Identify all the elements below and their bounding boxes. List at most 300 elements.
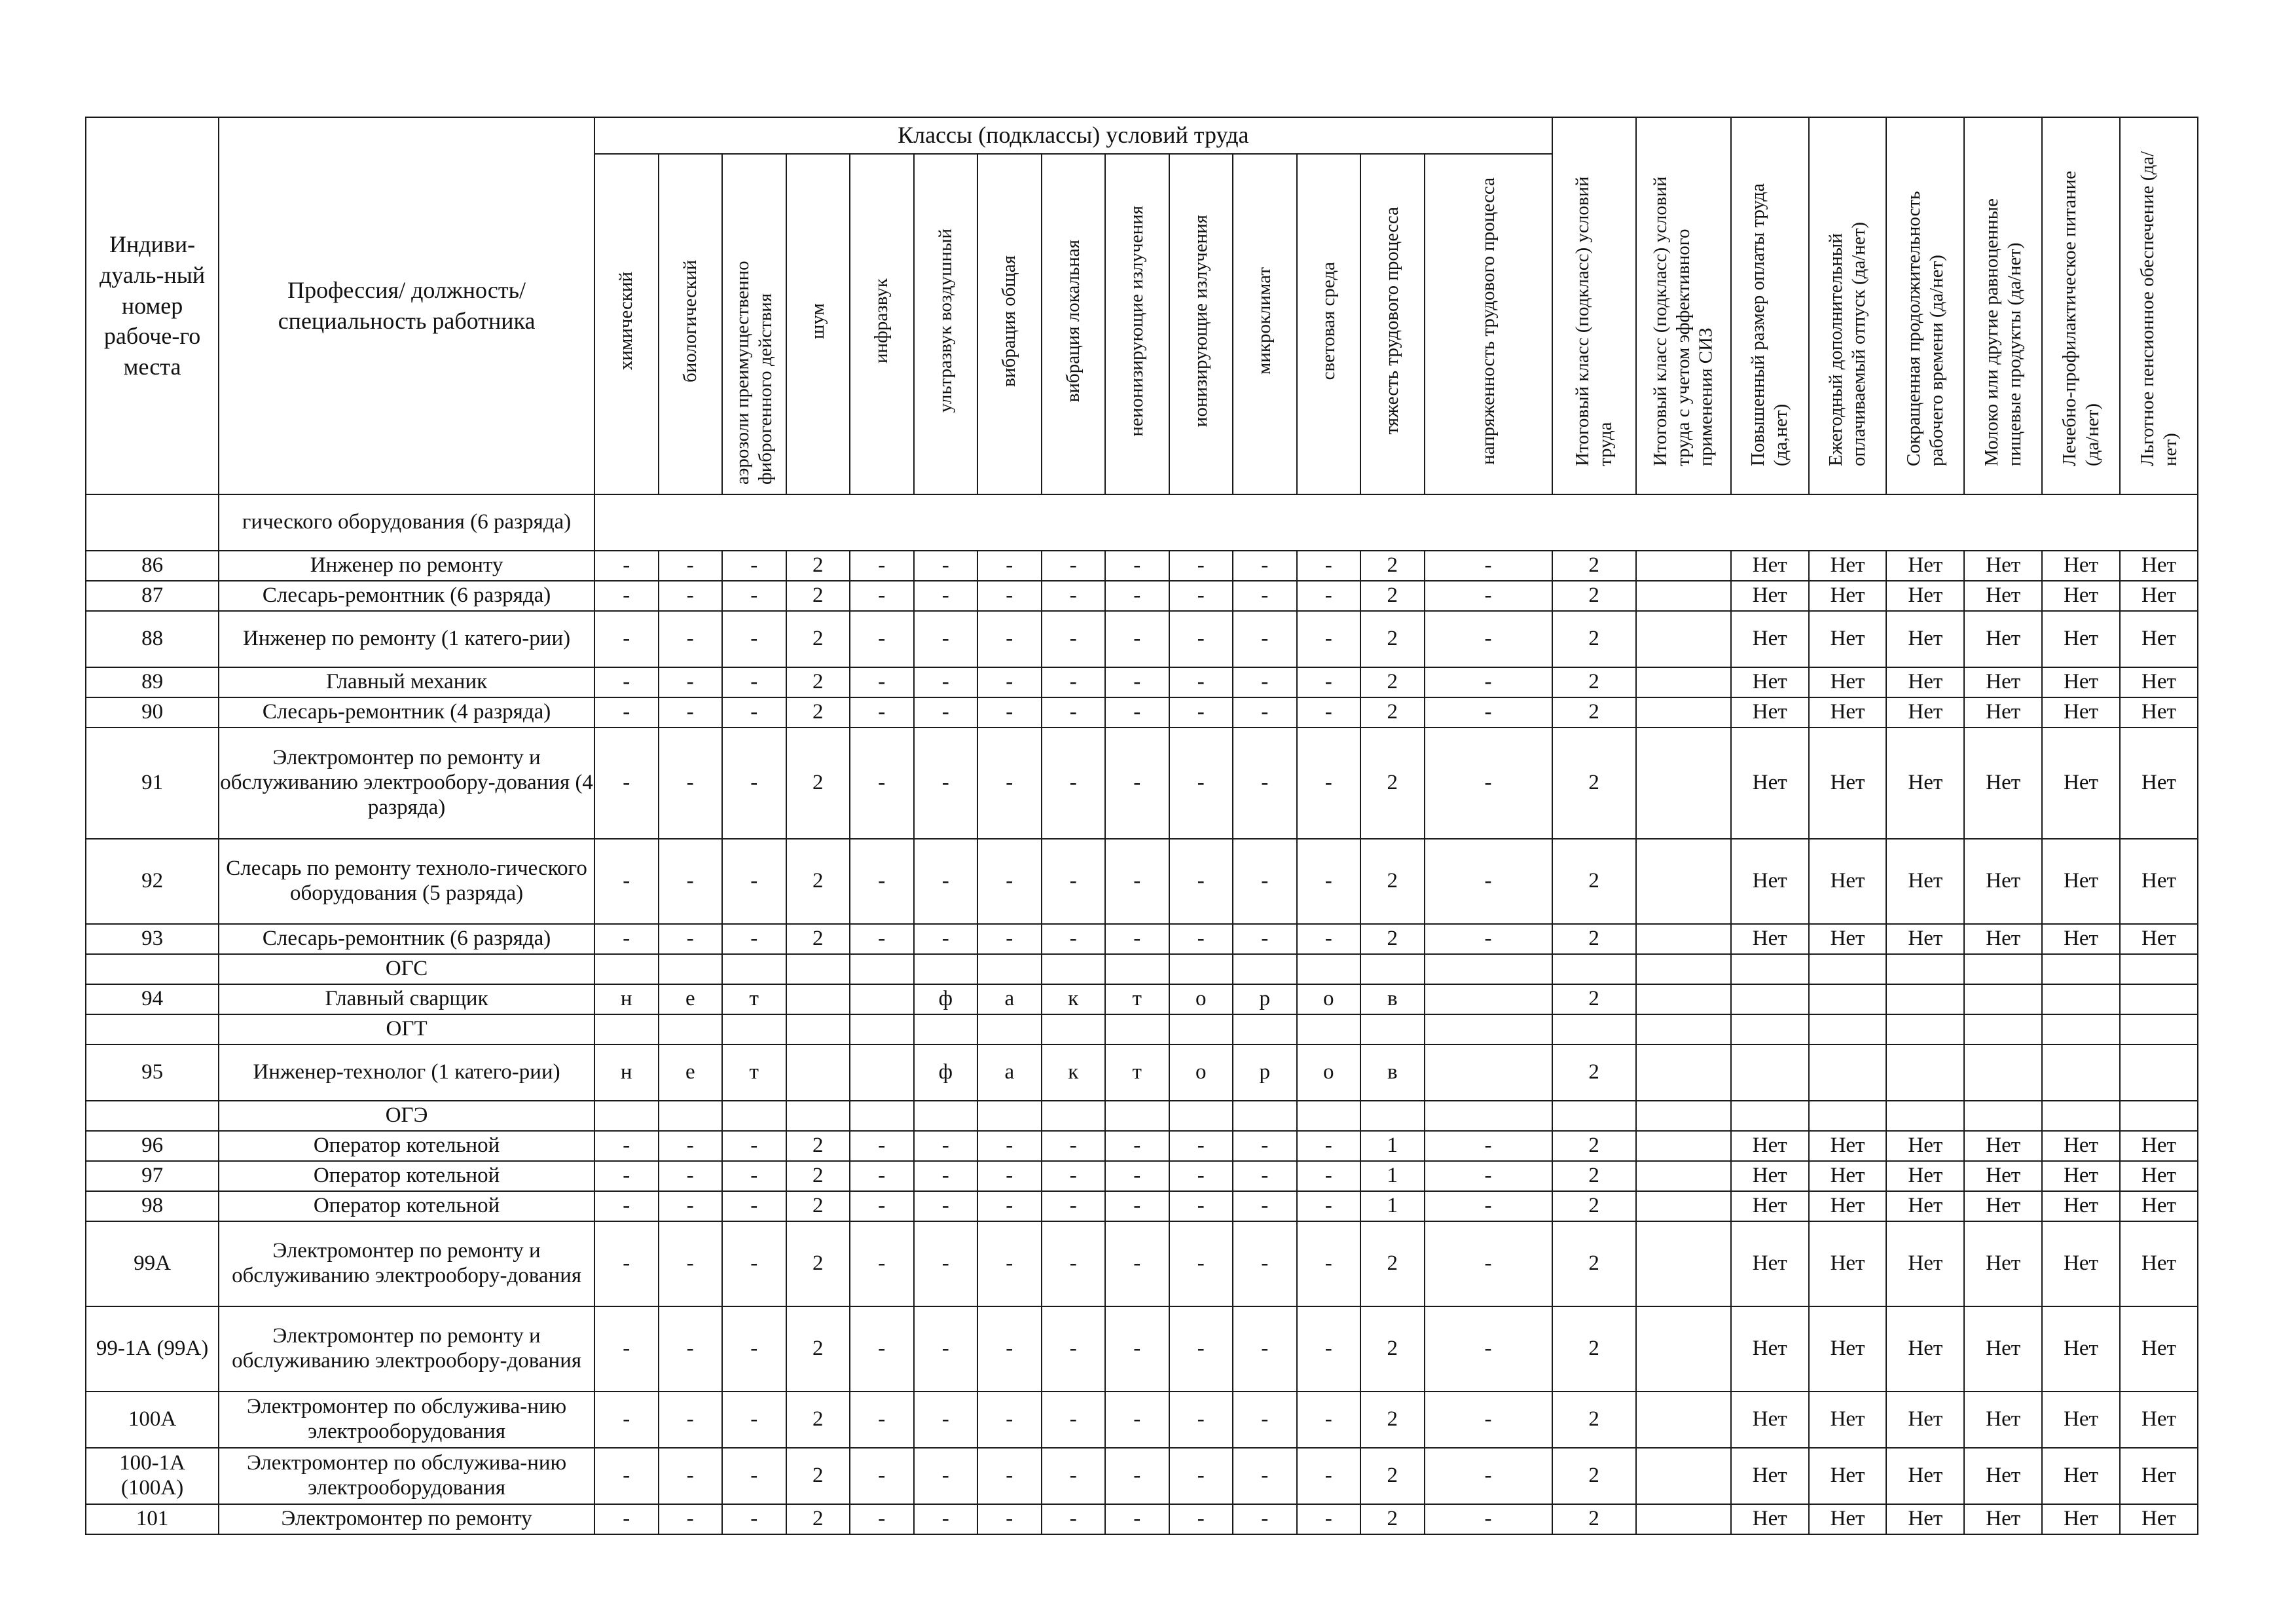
total-class-cell: 2 xyxy=(1552,1392,1636,1448)
guarantee-cell: Нет xyxy=(1964,1191,2042,1221)
factor-class-cell: - xyxy=(659,728,723,839)
factor-class-cell: - xyxy=(1297,1392,1361,1448)
factor-class-cell: - xyxy=(594,551,659,581)
factor-class-cell: - xyxy=(1169,1448,1233,1504)
guarantee-cell: Нет xyxy=(2042,728,2120,839)
section-id-cell xyxy=(86,1101,219,1131)
guarantee-cell: Нет xyxy=(1731,697,1809,728)
factor-class-cell: - xyxy=(722,697,786,728)
section-empty-cell xyxy=(1233,954,1297,984)
section-empty-cell xyxy=(914,954,978,984)
factor-class-cell: ф xyxy=(914,1044,978,1101)
section-empty-cell xyxy=(786,954,850,984)
factor-class-cell: - xyxy=(722,667,786,697)
section-empty-cell xyxy=(1964,1101,2042,1131)
section-empty-cell xyxy=(1964,954,2042,984)
guarantee-cell: Нет xyxy=(2042,551,2120,581)
factor-class-cell: - xyxy=(659,1221,723,1306)
guarantee-cell: Нет xyxy=(2120,1221,2198,1306)
factor-class-cell: - xyxy=(1169,1504,1233,1534)
factor-class-cell: - xyxy=(1425,551,1552,581)
table-row xyxy=(86,984,2198,1014)
header-factor-severity: тяжесть трудового процесса xyxy=(1360,154,1425,494)
factor-class-cell: - xyxy=(1233,1131,1297,1161)
profession-cell: Электромонтер по ремонту и обслуживанию электрообору-дования (4 разряда) xyxy=(219,728,594,839)
factor-class-cell: - xyxy=(1105,1161,1169,1191)
factor-class-cell: 2 xyxy=(1360,697,1425,728)
guarantee-cell xyxy=(2120,1044,2198,1101)
profession-cell: Слесарь-ремонтник (6 разряда) xyxy=(219,924,594,954)
factor-class-cell: - xyxy=(977,1306,1042,1392)
workplace-id: 87 xyxy=(86,581,219,611)
factor-class-cell: - xyxy=(1042,1504,1106,1534)
factor-class-cell: - xyxy=(722,1191,786,1221)
factor-class-cell: 2 xyxy=(1360,1306,1425,1392)
guarantee-cell: Нет xyxy=(1809,551,1887,581)
guarantee-cell: Нет xyxy=(1886,551,1964,581)
factor-class-cell: - xyxy=(977,1161,1042,1191)
table-row xyxy=(86,1221,2198,1306)
guarantee-cell: Нет xyxy=(1731,1392,1809,1448)
table-row xyxy=(86,1392,2198,1448)
factor-class-cell: - xyxy=(850,1131,914,1161)
factor-class-cell: - xyxy=(1105,1504,1169,1534)
factor-class-cell: 2 xyxy=(786,697,850,728)
section-empty-cell xyxy=(1809,1014,1887,1044)
header-factor-infrasound: инфразвук xyxy=(850,154,914,494)
factor-class-cell: - xyxy=(850,1191,914,1221)
section-empty-cell xyxy=(1297,1014,1361,1044)
section-empty-cell xyxy=(659,1101,723,1131)
factor-class-cell: - xyxy=(722,924,786,954)
header-reduced-hours: Сокращенная продолжительность рабочего времени (да/нет) xyxy=(1886,117,1964,494)
factor-class-cell: - xyxy=(594,1392,659,1448)
guarantee-cell: Нет xyxy=(1886,839,1964,924)
factor-class-cell: - xyxy=(594,1131,659,1161)
profession-cell: Электромонтер по обслужива-нию электрооборудования xyxy=(219,1392,594,1448)
factor-class-cell: - xyxy=(977,551,1042,581)
workplace-id: 90 xyxy=(86,697,219,728)
factor-class-cell: - xyxy=(1042,581,1106,611)
guarantee-cell: Нет xyxy=(1809,839,1887,924)
factor-class-cell: - xyxy=(594,1221,659,1306)
factor-class-cell: 2 xyxy=(786,1306,850,1392)
guarantee-cell: Нет xyxy=(1964,1161,2042,1191)
factor-class-cell: к xyxy=(1042,984,1106,1014)
section-empty-cell xyxy=(1636,954,1731,984)
factor-class-cell: 1 xyxy=(1360,1131,1425,1161)
section-empty-cell xyxy=(1425,1101,1552,1131)
section-empty-cell xyxy=(1297,1101,1361,1131)
factor-class-cell: р xyxy=(1233,1044,1297,1101)
guarantee-cell: Нет xyxy=(1731,1131,1809,1161)
section-row xyxy=(86,954,2198,984)
factor-class-cell: - xyxy=(1425,1221,1552,1306)
factor-class-cell: - xyxy=(1233,839,1297,924)
total-class-cell: 2 xyxy=(1552,551,1636,581)
factor-class-cell: - xyxy=(1169,667,1233,697)
guarantee-cell xyxy=(2042,984,2120,1014)
factor-class-cell: - xyxy=(659,611,723,667)
factor-class-cell: - xyxy=(594,924,659,954)
factor-class-cell: - xyxy=(659,1306,723,1392)
workplace-id: 97 xyxy=(86,1161,219,1191)
factor-class-cell: в xyxy=(1360,984,1425,1014)
section-empty-cell xyxy=(1169,1101,1233,1131)
factor-class-cell: - xyxy=(1105,581,1169,611)
workplace-id: 100-1А (100А) xyxy=(86,1448,219,1504)
guarantee-cell xyxy=(2042,1044,2120,1101)
workplace-id: 95 xyxy=(86,1044,219,1101)
profession-cell: Электромонтер по ремонту xyxy=(219,1504,594,1534)
factor-class-cell: - xyxy=(1425,1306,1552,1392)
factor-class-cell: - xyxy=(977,924,1042,954)
factor-class-cell xyxy=(786,1044,850,1101)
guarantee-cell xyxy=(1886,984,1964,1014)
workplace-id: 86 xyxy=(86,551,219,581)
factor-class-cell: - xyxy=(594,1448,659,1504)
header-factor-general-vibration: вибрация общая xyxy=(977,154,1042,494)
factor-class-cell: 2 xyxy=(786,728,850,839)
factor-class-cell: 2 xyxy=(786,581,850,611)
guarantee-cell: Нет xyxy=(1886,1191,1964,1221)
factor-class-cell: - xyxy=(722,1131,786,1161)
factor-class-cell: 1 xyxy=(1360,1191,1425,1221)
factor-class-cell: - xyxy=(1169,1191,1233,1221)
header-factor-microclimate: микроклимат xyxy=(1233,154,1297,494)
factor-class-cell: - xyxy=(914,839,978,924)
guarantee-cell: Нет xyxy=(2120,924,2198,954)
guarantee-cell: Нет xyxy=(1886,924,1964,954)
guarantee-cell: Нет xyxy=(1886,611,1964,667)
factor-class-cell: - xyxy=(850,1221,914,1306)
section-id-cell xyxy=(86,954,219,984)
section-empty-cell xyxy=(850,1014,914,1044)
factor-class-cell: - xyxy=(850,1448,914,1504)
section-empty-cell xyxy=(659,1014,723,1044)
factor-class-cell: - xyxy=(977,1131,1042,1161)
factor-class-cell: - xyxy=(1297,1448,1361,1504)
factor-class-cell: - xyxy=(659,667,723,697)
factor-class-cell: - xyxy=(1169,551,1233,581)
section-empty-cell xyxy=(1731,954,1809,984)
total-class-cell: 2 xyxy=(1552,697,1636,728)
factor-class-cell: - xyxy=(914,1221,978,1306)
guarantee-cell: Нет xyxy=(2042,697,2120,728)
section-empty-cell xyxy=(1886,954,1964,984)
section-empty-cell xyxy=(2042,1014,2120,1044)
factor-class-cell: - xyxy=(1169,1131,1233,1161)
factor-class-cell: - xyxy=(1169,1221,1233,1306)
table-row xyxy=(86,1504,2198,1534)
factor-class-cell: т xyxy=(722,1044,786,1101)
factor-class-cell: - xyxy=(850,551,914,581)
factor-class-cell: о xyxy=(1297,984,1361,1014)
header-factor-aerosols: аэрозоли преимущественно фиброгенного действия xyxy=(722,154,786,494)
factor-class-cell: - xyxy=(977,1504,1042,1534)
guarantee-cell: Нет xyxy=(1964,1131,2042,1161)
section-empty-cell xyxy=(977,1014,1042,1044)
factor-class-cell: - xyxy=(1169,1306,1233,1392)
factor-class-cell: - xyxy=(594,611,659,667)
table-body xyxy=(86,494,2198,1534)
factor-class-cell: - xyxy=(1297,1191,1361,1221)
factor-class-cell: - xyxy=(1425,1504,1552,1534)
workplace-id: 94 xyxy=(86,984,219,1014)
table-row xyxy=(86,1131,2198,1161)
factor-class-cell: 2 xyxy=(1360,728,1425,839)
table-row xyxy=(86,551,2198,581)
section-empty-cell xyxy=(2042,1101,2120,1131)
guarantee-cell: Нет xyxy=(1731,581,1809,611)
total-class-cell: 2 xyxy=(1552,839,1636,924)
factor-class-cell: - xyxy=(594,728,659,839)
guarantee-cell: Нет xyxy=(1886,1392,1964,1448)
factor-class-cell: - xyxy=(722,1221,786,1306)
total-class-siz-cell xyxy=(1636,1306,1731,1392)
factor-class-cell: е xyxy=(659,1044,723,1101)
total-class-siz-cell xyxy=(1636,1044,1731,1101)
factor-class-cell: 2 xyxy=(786,839,850,924)
section-empty-cell xyxy=(1636,1014,1731,1044)
guarantee-cell: Нет xyxy=(1809,611,1887,667)
guarantee-cell: Нет xyxy=(1809,697,1887,728)
factor-class-cell: - xyxy=(914,1161,978,1191)
factor-class-cell: - xyxy=(914,667,978,697)
factor-class-cell: - xyxy=(914,1392,978,1448)
factor-class-cell: - xyxy=(914,551,978,581)
factor-class-cell: - xyxy=(1233,1306,1297,1392)
factor-class-cell: 2 xyxy=(786,1448,850,1504)
factor-class-cell: - xyxy=(914,697,978,728)
section-empty-cell xyxy=(594,1014,659,1044)
header-total-class-siz: Итоговый класс (подкласс) условий труда с учетом эффективного применения СИЗ xyxy=(1636,117,1731,494)
factor-class-cell: - xyxy=(1425,839,1552,924)
guarantee-cell: Нет xyxy=(1886,728,1964,839)
factor-class-cell: - xyxy=(1233,1191,1297,1221)
factor-class-cell: - xyxy=(659,581,723,611)
table-row xyxy=(86,1044,2198,1101)
guarantee-cell: Нет xyxy=(1809,1392,1887,1448)
section-empty-cell xyxy=(2120,954,2198,984)
table-row xyxy=(86,697,2198,728)
factor-class-cell: - xyxy=(1425,1392,1552,1448)
section-empty-cell xyxy=(2042,954,2120,984)
guarantee-cell: Нет xyxy=(1964,667,2042,697)
factor-class-cell: - xyxy=(1169,611,1233,667)
guarantee-cell: Нет xyxy=(1731,611,1809,667)
guarantee-cell: Нет xyxy=(1964,1221,2042,1306)
factor-class-cell: о xyxy=(1297,1044,1361,1101)
guarantee-cell: Нет xyxy=(1809,1161,1887,1191)
guarantee-cell: Нет xyxy=(2120,1161,2198,1191)
factor-class-cell: 1 xyxy=(1360,1161,1425,1191)
factor-class-cell: 2 xyxy=(786,1131,850,1161)
section-title: ОГЭ xyxy=(219,1101,594,1131)
section-empty-cell xyxy=(850,1101,914,1131)
factor-class-cell: - xyxy=(1105,1131,1169,1161)
guarantee-cell: Нет xyxy=(1809,728,1887,839)
factor-class-cell: - xyxy=(1425,728,1552,839)
factor-class-cell: - xyxy=(1233,697,1297,728)
factor-class-cell: - xyxy=(1233,728,1297,839)
section-empty-cell xyxy=(1233,1101,1297,1131)
guarantee-cell: Нет xyxy=(2042,1448,2120,1504)
guarantee-cell: Нет xyxy=(1809,1191,1887,1221)
section-empty-cell xyxy=(1042,1101,1106,1131)
factor-class-cell: н xyxy=(594,984,659,1014)
section-empty-cell xyxy=(1964,1014,2042,1044)
factor-class-cell: - xyxy=(1425,611,1552,667)
factor-class-cell: - xyxy=(1042,667,1106,697)
factor-class-cell: - xyxy=(1042,1191,1106,1221)
section-empty-cell xyxy=(1886,1101,1964,1131)
total-class-siz-cell xyxy=(1636,1392,1731,1448)
factor-class-cell: - xyxy=(722,611,786,667)
factor-class-cell: - xyxy=(1105,1306,1169,1392)
header-workplace-id: Индиви-дуаль-ный номер рабоче-го места xyxy=(86,117,219,494)
section-empty-cell xyxy=(659,954,723,984)
guarantee-cell: Нет xyxy=(1964,728,2042,839)
factor-class-cell: - xyxy=(659,1131,723,1161)
factor-class-cell: - xyxy=(1042,924,1106,954)
guarantee-cell: Нет xyxy=(1964,1306,2042,1392)
table-row xyxy=(86,611,2198,667)
factor-class-cell: - xyxy=(1105,839,1169,924)
header-total-class: Итоговый класс (подкласс) условий труда xyxy=(1552,117,1636,494)
factor-class-cell: - xyxy=(850,728,914,839)
factor-class-cell: - xyxy=(914,1306,978,1392)
factor-class-cell: - xyxy=(914,1191,978,1221)
profession-cell: Электромонтер по ремонту и обслуживанию электрообору-дования xyxy=(219,1221,594,1306)
factor-class-cell: - xyxy=(659,551,723,581)
factor-class-cell: - xyxy=(722,1392,786,1448)
factor-class-cell: - xyxy=(659,1161,723,1191)
factor-class-cell: 2 xyxy=(786,667,850,697)
table-row xyxy=(86,581,2198,611)
section-empty-cell xyxy=(977,954,1042,984)
total-class-cell: 2 xyxy=(1552,1161,1636,1191)
factor-class-cell: - xyxy=(1105,611,1169,667)
factor-class-cell: - xyxy=(1105,728,1169,839)
factor-class-cell: - xyxy=(659,839,723,924)
factor-class-cell: - xyxy=(1233,1448,1297,1504)
guarantee-cell xyxy=(1886,1044,1964,1101)
factor-class-cell: о xyxy=(1169,1044,1233,1101)
header-increased-pay: Повышенный размер оплаты труда (да,нет) xyxy=(1731,117,1809,494)
guarantee-cell: Нет xyxy=(1731,1448,1809,1504)
factor-class-cell xyxy=(850,984,914,1014)
section-empty-cell xyxy=(1425,954,1552,984)
factor-class-cell: 2 xyxy=(1360,1504,1425,1534)
guarantee-cell: Нет xyxy=(1964,581,2042,611)
factor-class-cell: - xyxy=(1105,551,1169,581)
guarantee-cell: Нет xyxy=(1886,1161,1964,1191)
factor-class-cell: 2 xyxy=(786,1392,850,1448)
factor-class-cell: - xyxy=(659,924,723,954)
total-class-cell: 2 xyxy=(1552,1044,1636,1101)
section-empty-cell xyxy=(1105,1014,1169,1044)
factor-class-cell: - xyxy=(1169,1161,1233,1191)
factor-class-cell: - xyxy=(722,581,786,611)
factor-class-cell xyxy=(1425,984,1552,1014)
guarantee-cell: Нет xyxy=(2042,1131,2120,1161)
factor-class-cell: - xyxy=(1042,1161,1106,1191)
guarantee-cell: Нет xyxy=(1731,1161,1809,1191)
guarantee-cell: Нет xyxy=(2042,1504,2120,1534)
guarantee-cell: Нет xyxy=(1809,924,1887,954)
guarantee-cell: Нет xyxy=(1731,728,1809,839)
section-empty-cell xyxy=(1636,1101,1731,1131)
factor-class-cell: р xyxy=(1233,984,1297,1014)
section-empty-cell xyxy=(1552,1014,1636,1044)
factor-class-cell: - xyxy=(1297,1131,1361,1161)
factor-class-cell: - xyxy=(1425,924,1552,954)
factor-class-cell: - xyxy=(914,1504,978,1534)
header-factor-ultrasound: ультразвук воздушный xyxy=(914,154,978,494)
workplace-id: 89 xyxy=(86,667,219,697)
workplace-id: 99-1А (99А) xyxy=(86,1306,219,1392)
guarantee-cell: Нет xyxy=(2042,1306,2120,1392)
guarantee-cell: Нет xyxy=(2120,728,2198,839)
guarantee-cell: Нет xyxy=(1809,667,1887,697)
guarantee-cell xyxy=(1731,1044,1809,1101)
total-class-cell: 2 xyxy=(1552,1306,1636,1392)
factor-class-cell: - xyxy=(594,1191,659,1221)
guarantee-cell: Нет xyxy=(2120,839,2198,924)
total-class-siz-cell xyxy=(1636,667,1731,697)
factor-class-cell: - xyxy=(850,611,914,667)
profession-cell: Слесарь по ремонту техноло-гического оборудования (5 разряда) xyxy=(219,839,594,924)
guarantee-cell: Нет xyxy=(2042,839,2120,924)
header-factor-local-vibration: вибрация локальная xyxy=(1042,154,1106,494)
total-class-cell: 2 xyxy=(1552,1131,1636,1161)
guarantee-cell: Нет xyxy=(1731,1306,1809,1392)
factor-class-cell: т xyxy=(1105,984,1169,1014)
factor-class-cell: - xyxy=(1233,1221,1297,1306)
factor-class-cell: - xyxy=(659,697,723,728)
guarantee-cell: Нет xyxy=(1964,551,2042,581)
factor-class-cell: - xyxy=(977,1191,1042,1221)
section-empty-cell xyxy=(1297,954,1361,984)
factor-class-cell: - xyxy=(722,551,786,581)
profession-cell: Инженер по ремонту xyxy=(219,551,594,581)
section-empty-cell xyxy=(1105,1101,1169,1131)
guarantee-cell: Нет xyxy=(2042,1161,2120,1191)
factor-class-cell: - xyxy=(1042,1306,1106,1392)
section-empty-cell xyxy=(1886,1014,1964,1044)
total-class-siz-cell xyxy=(1636,1131,1731,1161)
factor-class-cell: - xyxy=(1233,581,1297,611)
factor-class-cell: - xyxy=(850,839,914,924)
workplace-id: 100А xyxy=(86,1392,219,1448)
header-extra-leave: Ежегодный дополнительный оплачиваемый отпуск (да/нет) xyxy=(1809,117,1887,494)
table-row xyxy=(86,839,2198,924)
factor-class-cell: - xyxy=(1169,697,1233,728)
factor-class-cell: 2 xyxy=(786,1504,850,1534)
section-row xyxy=(86,1014,2198,1044)
factor-class-cell: - xyxy=(1425,1448,1552,1504)
factor-class-cell: - xyxy=(1169,1392,1233,1448)
section-empty-cell xyxy=(2120,1101,2198,1131)
section-empty-cell xyxy=(1360,1101,1425,1131)
guarantee-cell xyxy=(1809,984,1887,1014)
row-id-cell xyxy=(86,494,219,551)
guarantee-cell: Нет xyxy=(2120,1191,2198,1221)
section-empty-cell xyxy=(914,1014,978,1044)
factor-class-cell: - xyxy=(914,924,978,954)
factor-class-cell: - xyxy=(850,924,914,954)
